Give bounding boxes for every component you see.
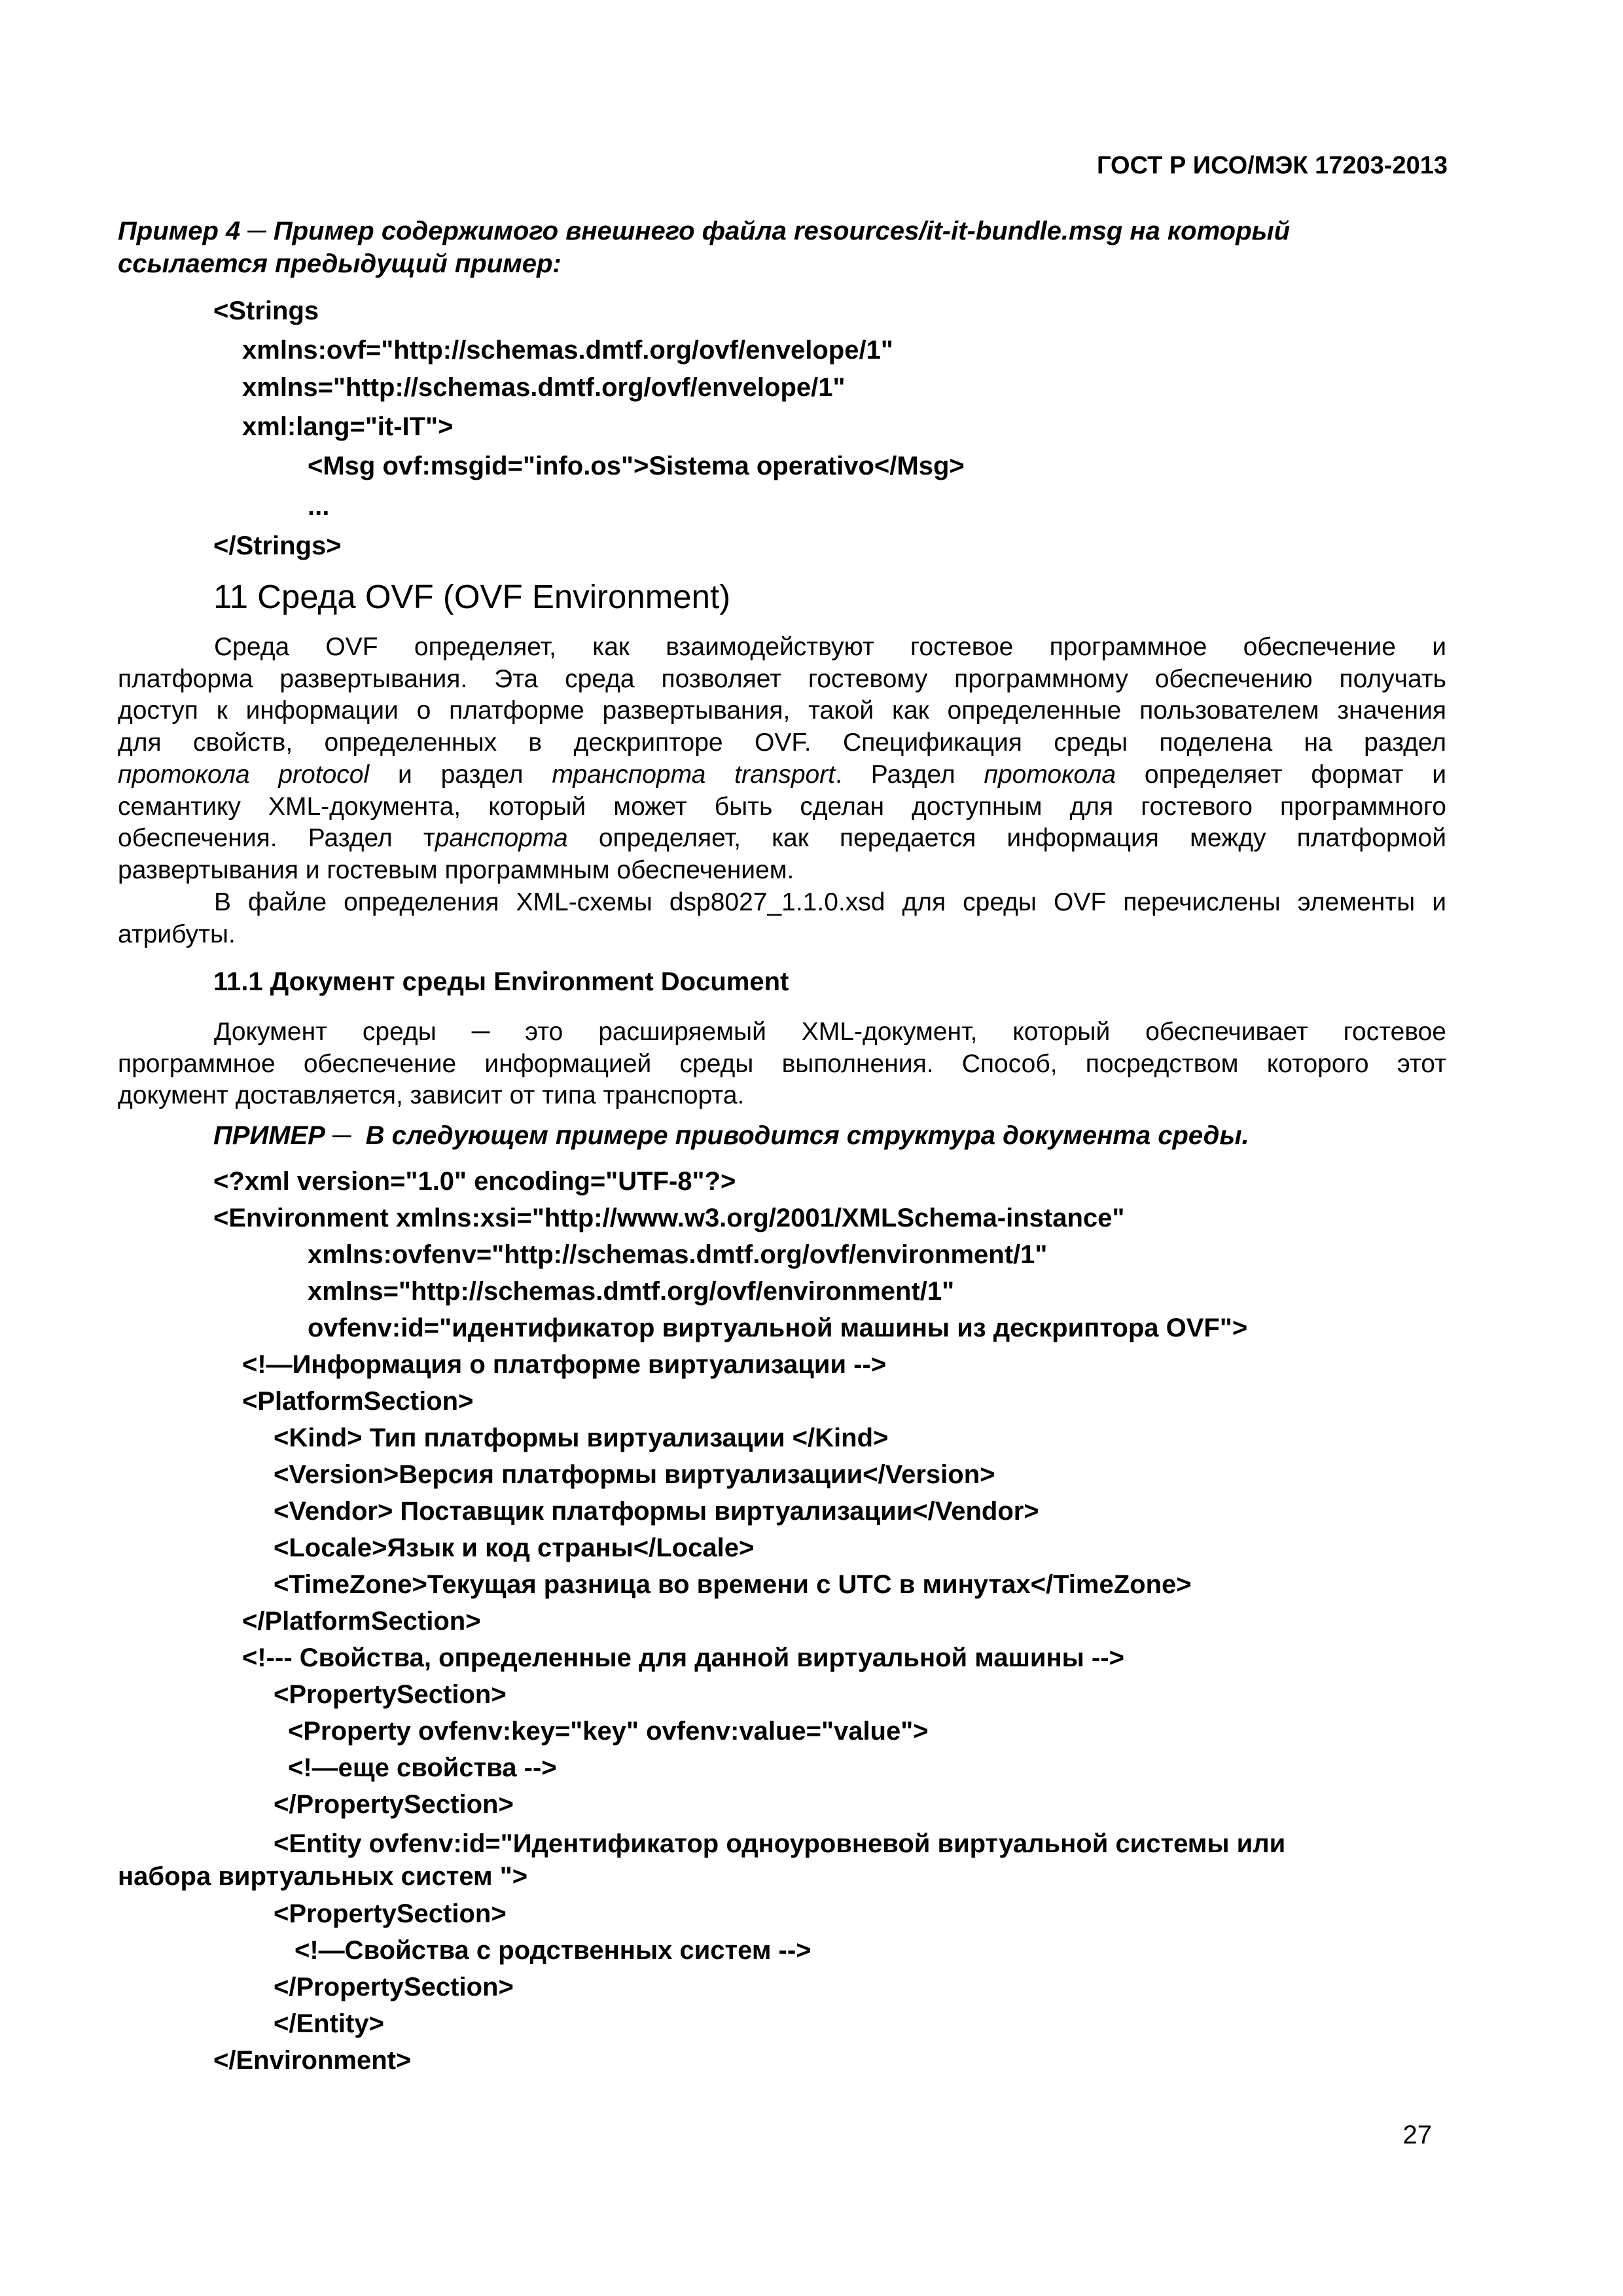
- code-line: <TimeZone>Текущая разница во времени с UTC в минутах</TimeZone>: [274, 1570, 1192, 1599]
- code-line: <Property ovfenv:key="key" ovfenv:value="value">: [288, 1717, 929, 1746]
- paragraph-line: развертывания и гостевым программным обеспечением.: [118, 855, 794, 884]
- code-line: </PropertySection>: [274, 1973, 514, 2001]
- paragraph-line: [118, 823, 1446, 855]
- text-run: определяет, как передается информация между платформой: [567, 824, 1447, 853]
- italic-term: протокола: [984, 760, 1116, 789]
- code-line: xmlns:ovf="http://schemas.dmtf.org/ovf/envelope/1": [242, 336, 893, 365]
- code-line: <PropertySection>: [274, 1899, 507, 1928]
- code-line: <!—Информация о платформе виртуализации -->: [242, 1350, 887, 1379]
- paragraph-line: Документ среды ─ это расширяемый XML-документ, который обеспечивает гостевое: [214, 1018, 1446, 1046]
- paragraph-line: программное обеспечение информацией среды выполнения. Способ, посредством которого этот: [118, 1049, 1446, 1078]
- section-11-paragraph-2: [118, 887, 1446, 950]
- code-line: xmlns:ovfenv="http://schemas.dmtf.org/ovf/environment/1": [308, 1240, 1048, 1269]
- code-line: набора виртуальных систем ">: [118, 1862, 528, 1891]
- text-run: . Раздел: [835, 760, 984, 789]
- paragraph-line: [118, 759, 1446, 791]
- text-run: определяет формат и: [1116, 760, 1446, 789]
- italic-term: транспорта transport: [552, 760, 836, 789]
- code-line: <Strings: [213, 296, 319, 325]
- code-line: xmlns="http://schemas.dmtf.org/ovf/envelope/1": [242, 373, 846, 402]
- paragraph-line: атрибуты.: [118, 920, 236, 948]
- code-line: <!—Свойства с родственных систем -->: [294, 1936, 812, 1965]
- code-line: <Environment xmlns:xsi="http://www.w3.org/2001/XMLSchema-instance": [213, 1204, 1125, 1232]
- paragraph-line: доступ к информации о платформе развертывания, такой как определенные пользователем значения: [118, 696, 1446, 725]
- code-line: <?xml version="1.0" encoding="UTF-8"?>: [213, 1167, 736, 1196]
- example-caption: ПРИМЕР ─ В следующем примере приводится структура документа среды.: [213, 1121, 1249, 1150]
- italic-term: протокола protocol: [118, 760, 370, 789]
- paragraph-line: платформа развертывания. Эта среда позволяет гостевому программному обеспечению получать: [118, 664, 1446, 693]
- section-11-1-heading: 11.1 Документ среды Environment Document: [213, 967, 789, 996]
- code-line: ...: [308, 492, 330, 521]
- code-line: <Locale>Язык и код страны</Locale>: [274, 1534, 755, 1562]
- paragraph-line: семантику XML-документа, который может быть сделан доступным для гостевого программного: [118, 792, 1446, 821]
- section-11-heading: 11 Среда OVF (OVF Environment): [213, 578, 731, 615]
- code-line: <PropertySection>: [274, 1680, 507, 1709]
- code-line: ovfenv:id="идентификатор виртуальной машины из дескриптора OVF">: [308, 1314, 1248, 1342]
- example-4-caption-line-1: Пример 4 ─ Пример содержимого внешнего файла resources/it-it-bundle.msg на который: [118, 217, 1291, 245]
- code-line: <!—еще свойства -->: [288, 1753, 557, 1782]
- paragraph-line: для свойств, определенных в дескрипторе OVF. Спецификация среды поделена на раздел: [118, 728, 1446, 757]
- code-line: </Entity>: [274, 2009, 384, 2038]
- code-line: <PlatformSection>: [242, 1387, 474, 1416]
- text-run: обеспечения. Раздел т: [118, 824, 435, 853]
- code-line: xmlns="http://schemas.dmtf.org/ovf/environment/1": [308, 1277, 955, 1306]
- italic-term: ранспорта: [435, 824, 568, 853]
- code-line: </PlatformSection>: [242, 1607, 481, 1636]
- code-line: <Msg ovf:msgid="info.os">Sistema operativo</Msg>: [308, 452, 965, 480]
- code-line: <Entity ovfenv:id="Идентификатор одноуровневой виртуальной системы или: [274, 1829, 1286, 1858]
- code-line: <Version>Версия платформы виртуализации</Version>: [274, 1460, 995, 1489]
- code-line: <Kind> Тип платформы виртуализации </Kind>: [274, 1424, 889, 1452]
- standard-designation: ГОСТ Р ИСО/МЭК 17203-2013: [1097, 152, 1448, 179]
- example-4-caption-line-2: ссылается предыдущий пример:: [118, 249, 562, 278]
- paragraph-line: В файле определения XML-схемы dsp8027_1.1.0.xsd для среды OVF перечислены элементы и: [214, 888, 1446, 916]
- code-line: xml:lang="it-IT">: [242, 412, 454, 441]
- code-line: <!--- Свойства, определенные для данной виртуальной машины -->: [242, 1643, 1124, 1672]
- code-line: </Strings>: [213, 531, 342, 560]
- code-line: </PropertySection>: [274, 1790, 514, 1819]
- code-line: </Environment>: [213, 2046, 412, 2075]
- code-line: <Vendor> Поставщик платформы виртуализации</Vendor>: [274, 1497, 1039, 1526]
- paragraph-line: Среда OVF определяет, как взаимодействуют гостевое программное обеспечение и: [214, 633, 1446, 661]
- page-number: 27: [1402, 2121, 1432, 2149]
- section-11-paragraph-1: [118, 632, 1446, 887]
- text-run: и раздел: [369, 760, 552, 789]
- section-11-1-paragraph: [118, 1016, 1446, 1112]
- paragraph-line: документ доставляется, зависит от типа транспорта.: [118, 1081, 745, 1110]
